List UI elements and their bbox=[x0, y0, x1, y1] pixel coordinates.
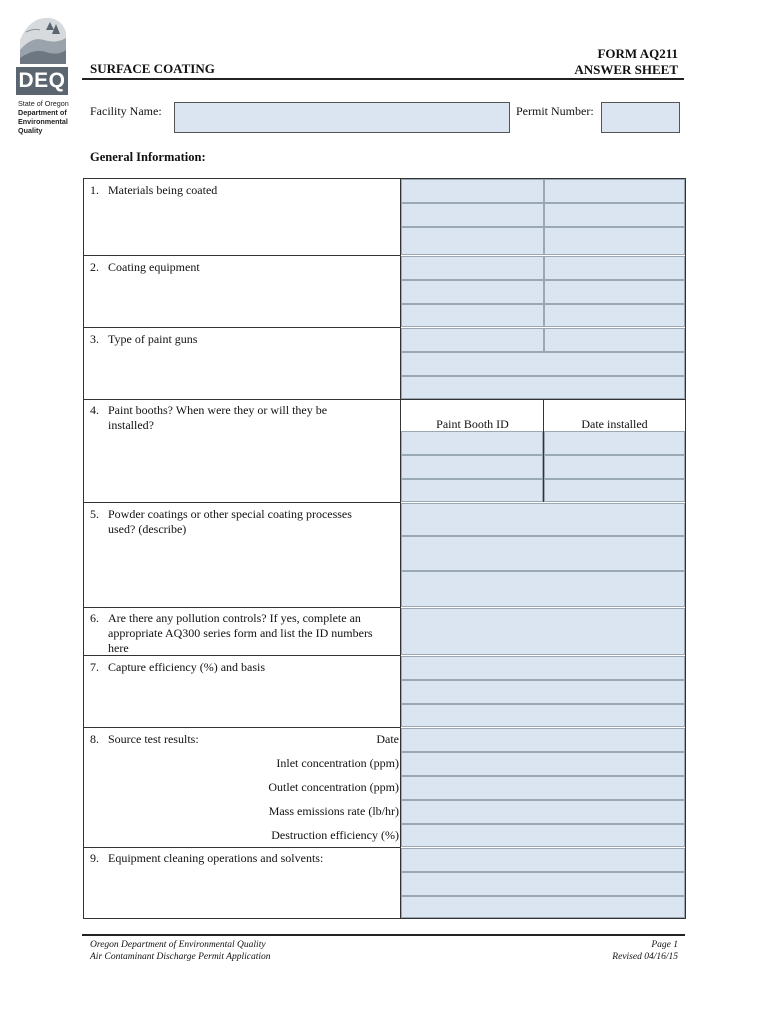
question-5 bbox=[90, 507, 376, 537]
answer-field[interactable] bbox=[401, 848, 685, 872]
page-number: Page 1 bbox=[651, 940, 678, 950]
answer-field[interactable] bbox=[544, 304, 685, 327]
permit-number-input[interactable] bbox=[601, 102, 680, 133]
footer-doc: Air Contaminant Discharge Permit Application bbox=[90, 952, 271, 962]
answer-field[interactable] bbox=[544, 431, 685, 455]
mass-emissions-label: Mass emissions rate (lb/hr) bbox=[268, 804, 399, 818]
answer-field[interactable] bbox=[401, 776, 685, 800]
paint-booth-id-header: Paint Booth ID bbox=[436, 417, 509, 431]
answer-field[interactable] bbox=[544, 280, 685, 304]
question-text: Equipment cleaning operations and solvents: bbox=[108, 851, 324, 865]
question-4 bbox=[90, 403, 348, 433]
answer-field[interactable] bbox=[401, 728, 685, 752]
question-text: Coating equipment bbox=[108, 260, 200, 274]
answer-field[interactable] bbox=[401, 872, 685, 896]
question-7 bbox=[90, 660, 388, 675]
footer-rule bbox=[82, 934, 685, 936]
question-text: Materials being coated bbox=[108, 183, 218, 197]
row-border bbox=[83, 727, 401, 728]
answer-field[interactable] bbox=[401, 752, 685, 776]
deq-acronym: DEQ bbox=[16, 67, 68, 95]
answer-field[interactable] bbox=[401, 280, 544, 304]
row-border bbox=[83, 502, 401, 503]
question-text: Capture efficiency (%) and basis bbox=[108, 660, 266, 674]
question-6 bbox=[90, 611, 390, 656]
deq-logo bbox=[16, 10, 72, 135]
question-number: 9. bbox=[90, 851, 99, 865]
revision-date: Revised 04/16/15 bbox=[612, 952, 678, 962]
row-border bbox=[83, 327, 401, 328]
question-text: Paint booths? When were they or will they be installed? bbox=[108, 403, 328, 432]
date-installed-header: Date installed bbox=[581, 417, 648, 431]
question-number: 7. bbox=[90, 660, 99, 674]
landscape-icon bbox=[16, 10, 68, 66]
answer-field[interactable] bbox=[401, 896, 685, 918]
question-number: 2. bbox=[90, 260, 99, 274]
question-text: Powder coatings or other special coating processes used? (describe) bbox=[108, 507, 352, 536]
answer-field[interactable] bbox=[401, 824, 685, 847]
answer-field[interactable] bbox=[401, 536, 685, 571]
question-number: 6. bbox=[90, 611, 99, 625]
header-rule bbox=[82, 78, 684, 80]
question-number: 5. bbox=[90, 507, 99, 521]
permit-number-label: Permit Number: bbox=[516, 104, 594, 118]
answer-field[interactable] bbox=[544, 479, 685, 502]
form-id-block bbox=[574, 46, 678, 78]
row-border bbox=[83, 255, 401, 256]
answer-field[interactable] bbox=[544, 455, 685, 479]
answer-field[interactable] bbox=[401, 608, 685, 655]
answer-field[interactable] bbox=[401, 656, 685, 680]
question-2 bbox=[90, 260, 388, 275]
question-text: Source test results: bbox=[108, 732, 199, 746]
answer-field[interactable] bbox=[401, 304, 544, 327]
answer-field[interactable] bbox=[401, 179, 544, 203]
answer-field[interactable] bbox=[401, 680, 685, 704]
answer-field[interactable] bbox=[401, 256, 544, 280]
answer-field[interactable] bbox=[401, 704, 685, 727]
general-info-heading: General Information: bbox=[90, 150, 206, 164]
outlet-concentration-label: Outlet concentration (ppm) bbox=[268, 780, 399, 794]
question-number: 3. bbox=[90, 332, 99, 346]
answer-field[interactable] bbox=[401, 376, 685, 399]
logo-quality: Quality bbox=[18, 126, 43, 135]
facility-name-label: Facility Name: bbox=[90, 104, 162, 118]
inlet-concentration-label: Inlet concentration (ppm) bbox=[276, 756, 399, 770]
source-test-date-label: Date bbox=[376, 732, 399, 746]
answer-field[interactable] bbox=[401, 203, 544, 227]
footer-right bbox=[612, 939, 678, 963]
row-border bbox=[83, 607, 401, 608]
question-1 bbox=[90, 183, 388, 198]
facility-name-input[interactable] bbox=[174, 102, 510, 133]
answer-field[interactable] bbox=[401, 571, 685, 607]
agency-name bbox=[18, 99, 80, 135]
answer-field[interactable] bbox=[401, 227, 544, 255]
footer-left bbox=[90, 939, 271, 963]
answer-field[interactable] bbox=[544, 256, 685, 280]
logo-env: Environmental bbox=[18, 117, 68, 126]
footer-org: Oregon Department of Environmental Quality bbox=[90, 940, 266, 950]
row-border bbox=[83, 399, 401, 400]
question-9 bbox=[90, 851, 388, 866]
question-number: 4. bbox=[90, 403, 99, 417]
question-number: 1. bbox=[90, 183, 99, 197]
answer-field[interactable] bbox=[401, 800, 685, 824]
row-border bbox=[83, 847, 401, 848]
sheet-type: ANSWER SHEET bbox=[574, 62, 678, 77]
question-3 bbox=[90, 332, 388, 347]
question-8 bbox=[90, 732, 308, 747]
answer-field[interactable] bbox=[544, 328, 685, 352]
answer-field[interactable] bbox=[401, 431, 543, 455]
answer-field[interactable] bbox=[544, 179, 685, 203]
section-title: SURFACE COATING bbox=[90, 61, 215, 76]
destruction-efficiency-label: Destruction efficiency (%) bbox=[271, 828, 399, 842]
answer-field[interactable] bbox=[544, 227, 685, 255]
form-id: FORM AQ211 bbox=[597, 46, 678, 61]
answer-field[interactable] bbox=[401, 352, 685, 376]
answer-field[interactable] bbox=[401, 479, 543, 502]
question-number: 8. bbox=[90, 732, 99, 746]
answer-field[interactable] bbox=[401, 503, 685, 536]
answer-field[interactable] bbox=[544, 203, 685, 227]
answer-field[interactable] bbox=[401, 328, 544, 352]
answer-field[interactable] bbox=[401, 455, 543, 479]
question-text: Type of paint guns bbox=[108, 332, 198, 346]
logo-dept: Department of bbox=[18, 108, 67, 117]
logo-state: State of Oregon bbox=[18, 99, 69, 108]
question-text: Are there any pollution controls? If yes, complete an appropriate AQ300 series form and list the ID numbers here bbox=[108, 611, 373, 655]
